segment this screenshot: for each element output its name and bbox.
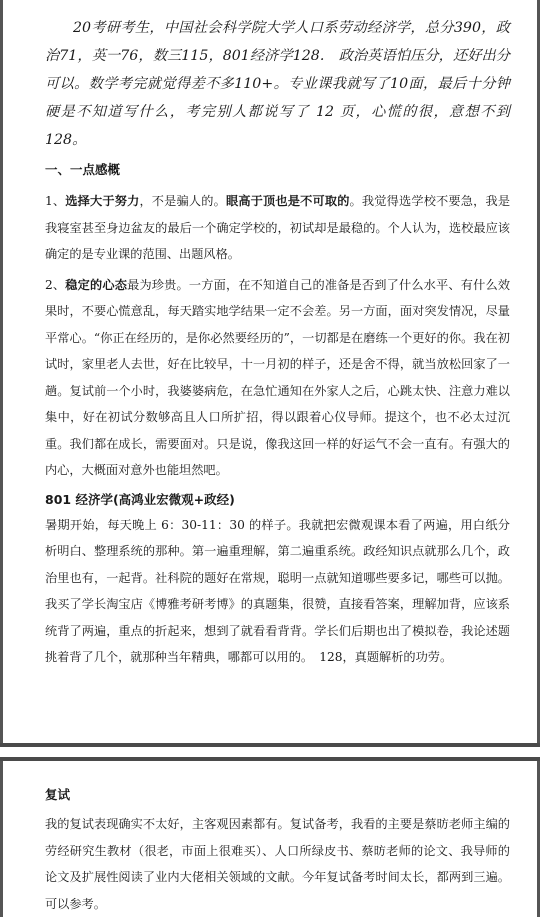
item-number: 2、: [45, 277, 66, 292]
paragraph-text: 最为珍贵。一方面，在不知道自己的准备是否到了什么水平、有什么效果时，不要心慌意乱，每天踏实地学结果一定不会差。另一方面，面对突发情况，尽量平常心。“你正在经历的，是你必然要经历的”，一切都是在磨练一个更好的你。我在初试时，家里老人去世，好在比较早，十一月初的样子，还是舍不得，就当放松回家了一趟。复试前一个小时，我婆婆病危，在急忙通知在外家人之后，心跳太快、注意力难以集中，好在初试分数够高且人口所扩招，得以跟着心仪导师。提这个，也不必太过沉重。我们都在成长，需要面对。只是说，像我这回一样的好运气不会一直有。有强大的内心，大概面对意外也能坦然吧。: [45, 277, 511, 477]
paragraph-economics: 暑期开始，每天晚上 6：30-11：30 的样子。我就把宏微观课本看了两遍，用白纸分析明白、整理系统的那种。第一遍重理解，第二遍重系统。政经知识点就那么几个，政治里也有，一起背。社科院的题好在常规，聪明一点就知道哪些要多记，哪些可以抛。我买了学长淘宝店《博雅考研考博》的真题集，很赞，直接看答案，理解加背，应该系统背了两遍，重点的折起来，想到了就看看背背。学长们后期也出了模拟卷，我论述题挑着背了几个，就那种当年精典，哪都可以用的。 128，真题解析的功劳。: [45, 517, 510, 664]
bold-phrase: 稳定的心态: [65, 277, 128, 292]
document-page-2: [0, 761, 540, 917]
section-heading-retest: 复试: [45, 787, 71, 802]
item-number: 1、: [45, 194, 66, 208]
paragraph-choice: [45, 188, 510, 268]
bold-phrase: 眼高于顶也是不可取的: [225, 194, 350, 208]
page-border-left: [0, 0, 3, 743]
paragraph-text: 。我觉得选学校不要急，我是我寝室甚至身边盆友的最后一个确定学校的，初试却是最稳的。个人认为，选校最应该确定的是专业课的范围、出题风格。: [45, 194, 511, 261]
paragraph-text: ，不是骗人的。: [139, 194, 226, 208]
bold-phrase: 选择大于努力: [65, 194, 140, 208]
page-border-left: [0, 761, 3, 917]
page-separator: [0, 743, 540, 761]
section-heading-reflections: 一、一点感概: [45, 162, 121, 177]
paragraph-retest: 我的复试表现确实不太好，主客观因素都有。复试备考，我看的主要是蔡昉老师主编的劳经研究生教材（很老，市面上很难买）、人口所绿皮书、蔡昉老师的论文、我导师的论文及扩展性阅读了业内大佬相关领域的文献。今年复试备考时间太长，都两到三遍。可以参考。: [45, 817, 510, 911]
section-heading-economics: 801 经济学(高鸿业宏微观+政经): [45, 491, 235, 507]
intro-paragraph: 20考研考生，中国社会科学院大学人口系劳动经济学，总分390，政治71，英一76，数三115，801经济学128. 政治英语怕压分，还好出分可以。数学考完就觉得差不多110+。专业课我就写了10面，最后十分钟硬是不知道写什么，考完别人都说写了 12 页，心慌的很，意想不到128。: [45, 20, 510, 148]
paragraph-mindset: [45, 272, 510, 484]
